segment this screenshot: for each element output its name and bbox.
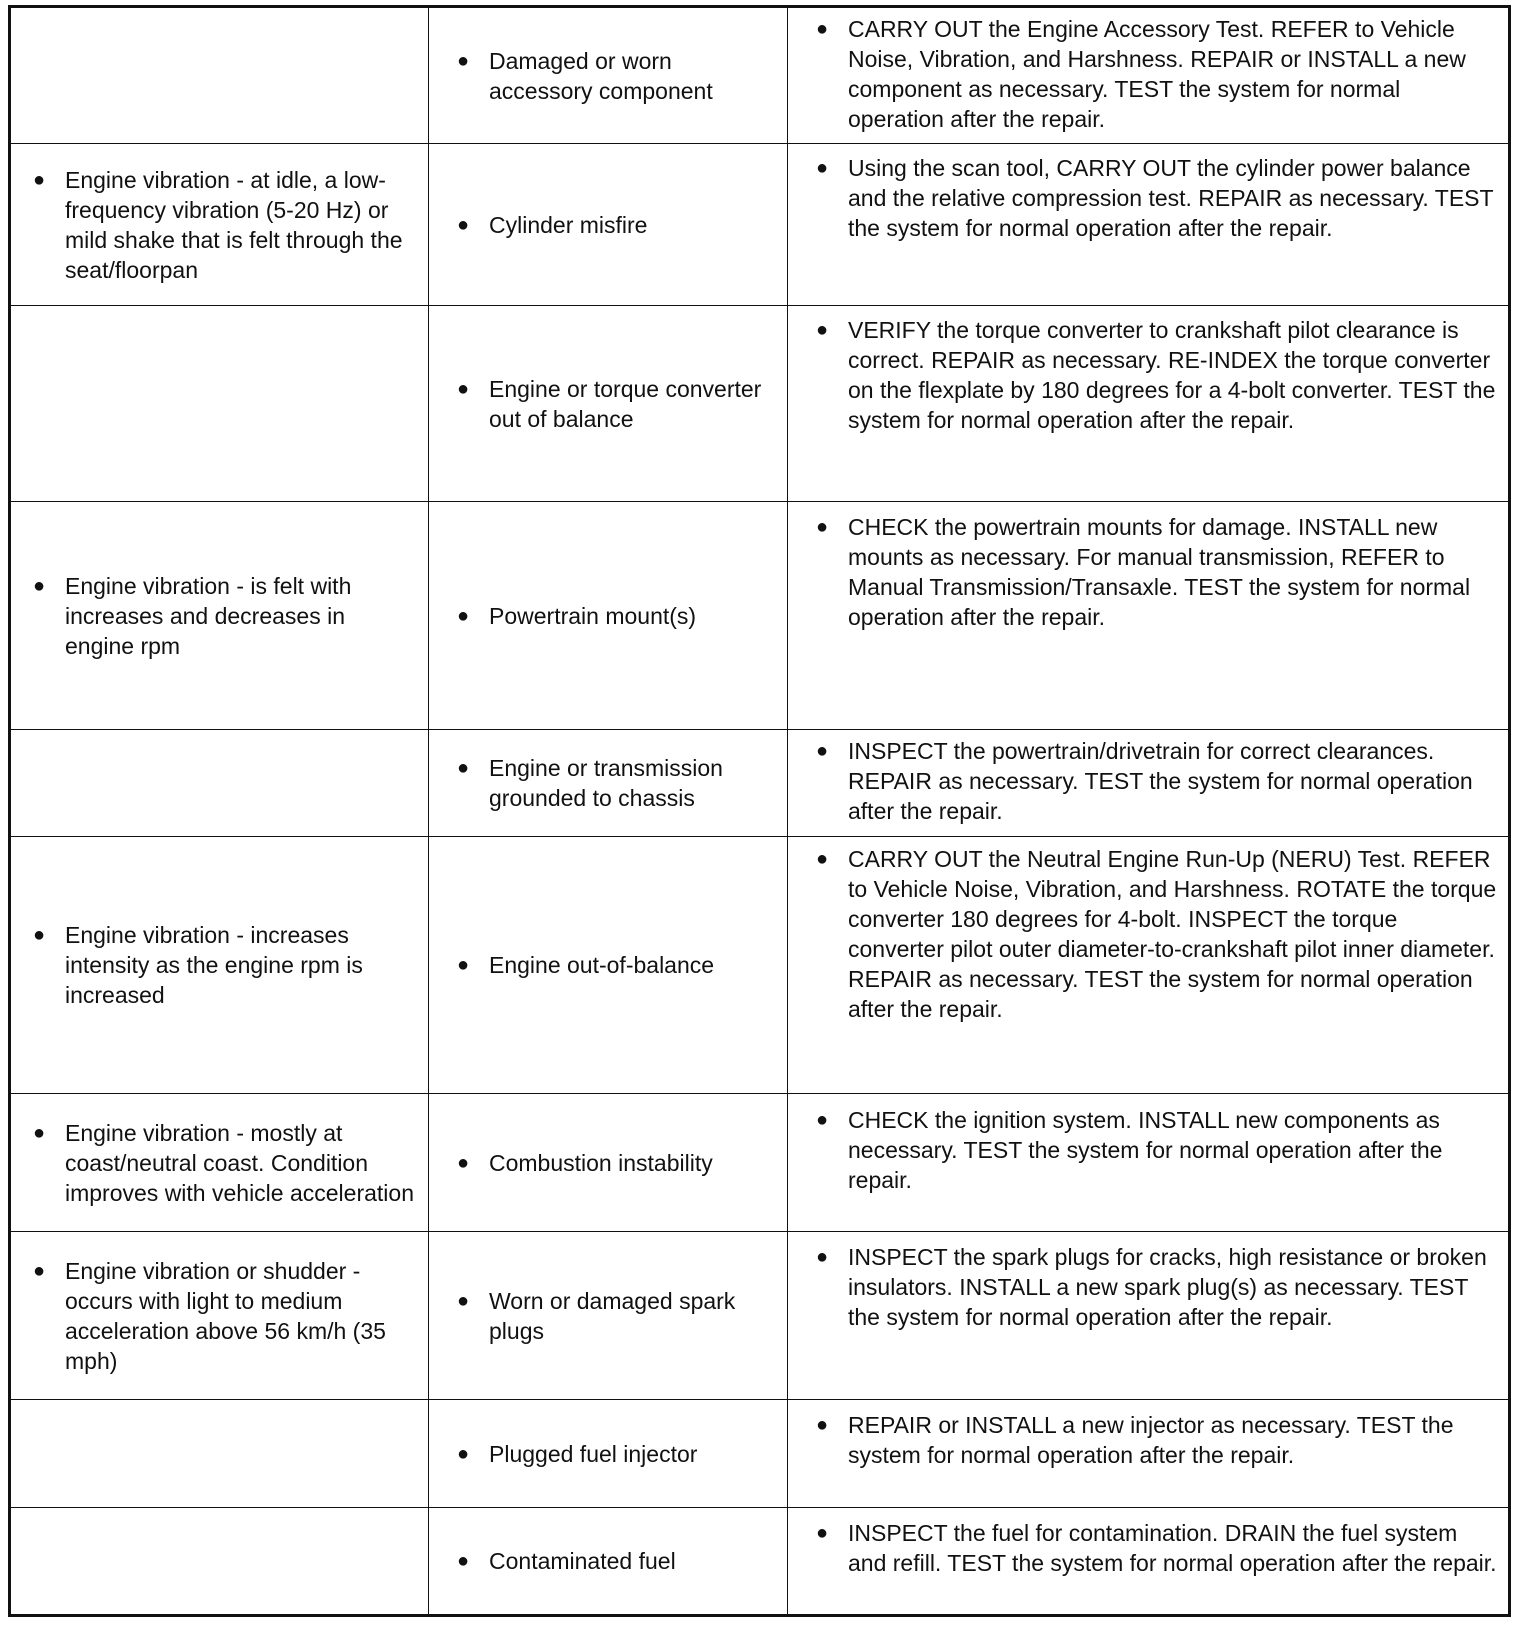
bullet-icon: ● bbox=[457, 1442, 470, 1465]
action-cell bbox=[788, 1508, 1510, 1616]
cause-text: Engine or transmission grounded to chassis bbox=[489, 755, 723, 811]
bullet-icon: ● bbox=[457, 1151, 470, 1174]
action-cell bbox=[788, 306, 1510, 502]
condition-cell bbox=[10, 1400, 429, 1508]
action-text: CHECK the powertrain mounts for damage. INSTALL new mounts as necessary. For manual transmission, REFER to Manual Transmission/Transaxle. TEST the system for normal operation after the repair. bbox=[848, 514, 1471, 630]
bullet-icon: ● bbox=[816, 516, 829, 538]
bullet-icon: ● bbox=[457, 213, 470, 236]
bullet-icon: ● bbox=[33, 574, 46, 597]
action-cell bbox=[788, 144, 1510, 306]
cause-cell bbox=[429, 1232, 788, 1400]
action-text: INSPECT the powertrain/drivetrain for correct clearances. REPAIR as necessary. TEST the system for normal operation after the repair. bbox=[848, 738, 1473, 824]
bullet-icon: ● bbox=[816, 740, 829, 762]
bullet-icon: ● bbox=[457, 1550, 470, 1572]
bullet-icon: ● bbox=[33, 924, 46, 946]
action-cell bbox=[788, 730, 1510, 837]
table-row bbox=[10, 1094, 1510, 1232]
bullet-icon: ● bbox=[816, 1414, 829, 1436]
table-row bbox=[10, 502, 1510, 730]
cause-cell bbox=[429, 1400, 788, 1508]
bullet-icon: ● bbox=[816, 319, 829, 341]
bullet-icon: ● bbox=[457, 1289, 470, 1312]
bullet-icon: ● bbox=[33, 168, 46, 191]
action-text: CARRY OUT the Neutral Engine Run-Up (NERU) Test. REFER to Vehicle Noise, Vibration, and Harshness. ROTATE the torque converter 180 degrees for 4-bolt. INSPECT the torque converter pilot outer diameter-to-crankshaft pilot inner diameter. REPAIR as necessary. TEST the system for normal operation after the repair. bbox=[848, 846, 1497, 1022]
bullet-icon: ● bbox=[457, 954, 470, 976]
table-row bbox=[10, 730, 1510, 837]
cause-text: Combustion instability bbox=[489, 1149, 713, 1176]
cause-cell bbox=[429, 837, 788, 1094]
cause-text: Damaged or worn accessory component bbox=[489, 47, 713, 104]
cause-cell bbox=[429, 144, 788, 306]
bullet-icon: ● bbox=[33, 1259, 46, 1282]
condition-text: Engine vibration or shudder - occurs with light to medium acceleration above 56 km/h (35 mph) bbox=[65, 1257, 386, 1374]
condition-cell bbox=[10, 7, 429, 144]
bullet-icon: ● bbox=[457, 604, 470, 627]
condition-text: Engine vibration - is felt with increases and decreases in engine rpm bbox=[65, 572, 352, 659]
diagnosis-table bbox=[8, 5, 1511, 1617]
cause-cell bbox=[429, 502, 788, 730]
bullet-icon: ● bbox=[457, 377, 470, 400]
action-cell bbox=[788, 7, 1510, 144]
bullet-icon: ● bbox=[457, 757, 470, 779]
cause-text: Worn or damaged spark plugs bbox=[489, 1287, 736, 1344]
action-text: INSPECT the fuel for contamination. DRAIN the fuel system and refill. TEST the system for normal operation after the repair. bbox=[848, 1520, 1497, 1576]
cause-text: Contaminated fuel bbox=[489, 1548, 676, 1574]
cause-text: Cylinder misfire bbox=[489, 211, 648, 238]
table-row bbox=[10, 7, 1510, 144]
condition-text: Engine vibration - increases intensity as the engine rpm is increased bbox=[65, 922, 363, 1008]
table-row bbox=[10, 1508, 1510, 1616]
condition-cell bbox=[10, 837, 429, 1094]
condition-cell bbox=[10, 144, 429, 306]
cause-cell bbox=[429, 1508, 788, 1616]
bullet-icon: ● bbox=[816, 18, 829, 40]
bullet-icon: ● bbox=[816, 1109, 829, 1131]
cause-text: Engine out-of-balance bbox=[489, 952, 715, 978]
action-cell bbox=[788, 502, 1510, 730]
action-text: REPAIR or INSTALL a new injector as necessary. TEST the system for normal operation after the repair. bbox=[848, 1412, 1454, 1468]
condition-cell bbox=[10, 502, 429, 730]
action-cell bbox=[788, 1400, 1510, 1508]
action-text: CARRY OUT the Engine Accessory Test. REFER to Vehicle Noise, Vibration, and Harshness. REPAIR or INSTALL a new component as necessary. TEST the system for normal operation after the repair. bbox=[848, 16, 1466, 132]
condition-cell bbox=[10, 1094, 429, 1232]
table-row bbox=[10, 1400, 1510, 1508]
cause-cell bbox=[429, 730, 788, 837]
action-text: VERIFY the torque converter to crankshaft pilot clearance is correct. REPAIR as necessary. RE-INDEX the torque converter on the flexplate by 180 degrees for a 4-bolt converter. TEST the system for normal operation after the repair. bbox=[848, 317, 1496, 433]
action-text: Using the scan tool, CARRY OUT the cylinder power balance and the relative compression test. REPAIR as necessary. TEST the system for normal operation after the repair. bbox=[848, 155, 1494, 241]
bullet-icon: ● bbox=[816, 157, 829, 179]
condition-cell bbox=[10, 1232, 429, 1400]
cause-text: Engine or torque converter out of balance bbox=[489, 375, 762, 432]
condition-cell bbox=[10, 1508, 429, 1616]
cause-text: Plugged fuel injector bbox=[489, 1440, 698, 1467]
action-cell bbox=[788, 837, 1510, 1094]
bullet-icon: ● bbox=[816, 1246, 829, 1268]
action-cell bbox=[788, 1094, 1510, 1232]
cause-cell bbox=[429, 1094, 788, 1232]
cause-cell bbox=[429, 306, 788, 502]
table-row bbox=[10, 1232, 1510, 1400]
action-text: CHECK the ignition system. INSTALL new components as necessary. TEST the system for normal operation after the repair. bbox=[848, 1107, 1443, 1193]
table-row bbox=[10, 306, 1510, 502]
cause-cell bbox=[429, 7, 788, 144]
action-cell bbox=[788, 1232, 1510, 1400]
bullet-icon: ● bbox=[33, 1121, 46, 1144]
condition-text: Engine vibration - at idle, a low-frequency vibration (5-20 Hz) or mild shake that is felt through the seat/floorpan bbox=[65, 166, 403, 283]
table-row bbox=[10, 837, 1510, 1094]
bullet-icon: ● bbox=[816, 1522, 829, 1544]
condition-cell bbox=[10, 306, 429, 502]
condition-text: Engine vibration - mostly at coast/neutral coast. Condition improves with vehicle acceleration bbox=[65, 1119, 414, 1206]
condition-cell bbox=[10, 730, 429, 837]
table-row bbox=[10, 144, 1510, 306]
bullet-icon: ● bbox=[457, 49, 470, 72]
cause-text: Powertrain mount(s) bbox=[489, 602, 697, 629]
bullet-icon: ● bbox=[816, 848, 829, 870]
action-text: INSPECT the spark plugs for cracks, high resistance or broken insulators. INSTALL a new spark plug(s) as necessary. TEST the system for normal operation after the repair. bbox=[848, 1244, 1487, 1330]
